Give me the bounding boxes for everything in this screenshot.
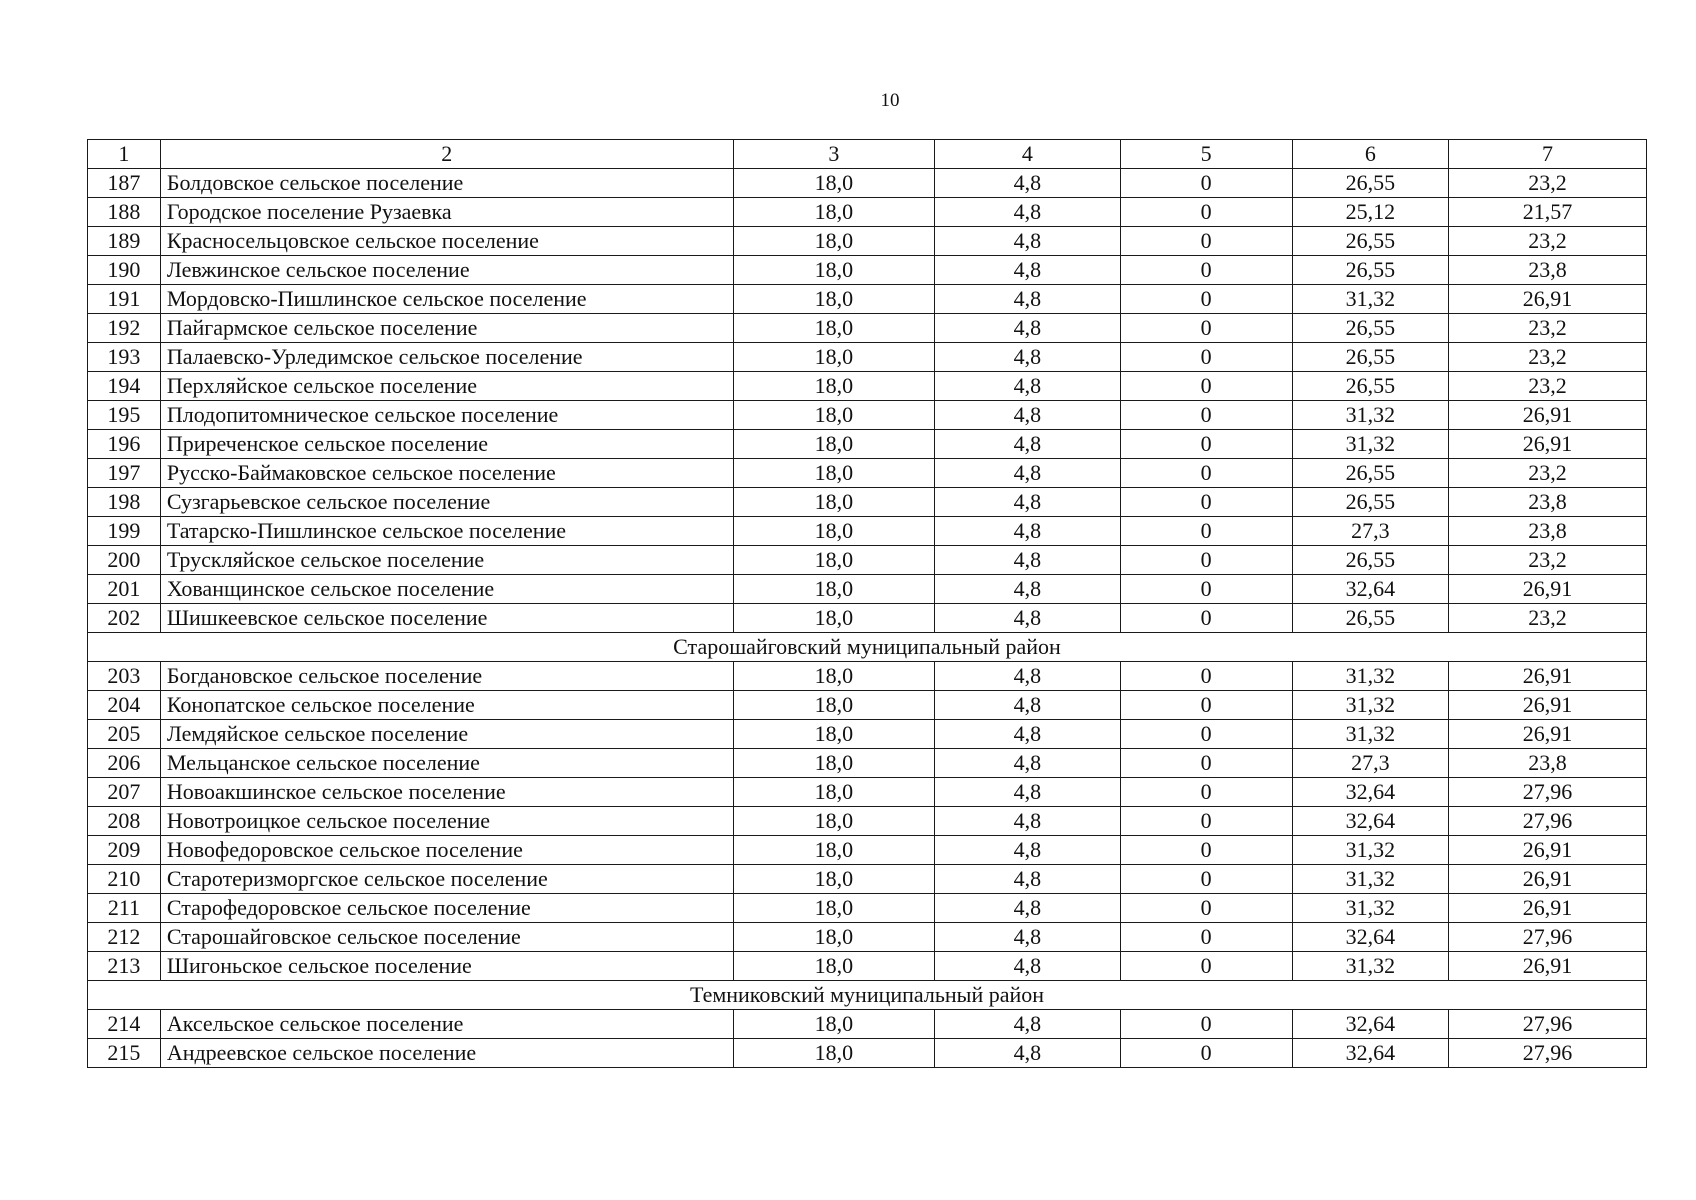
value-cell-col3: 18,0	[733, 691, 934, 720]
value-cell-col4: 4,8	[934, 923, 1120, 952]
row-number-cell: 201	[88, 575, 161, 604]
value-cell-col5: 0	[1120, 923, 1292, 952]
settlement-name-cell: Болдовское сельское поселение	[160, 169, 733, 198]
value-cell-col7: 27,96	[1449, 1010, 1647, 1039]
value-cell-col4: 4,8	[934, 662, 1120, 691]
value-cell-col7: 23,2	[1449, 343, 1647, 372]
page-number: 10	[880, 90, 900, 111]
settlement-name-cell: Новоакшинское сельское поселение	[160, 778, 733, 807]
value-cell-col7: 23,2	[1449, 314, 1647, 343]
settlement-name-cell: Красносельцовское сельское поселение	[160, 227, 733, 256]
table-row	[88, 865, 1647, 894]
value-cell-col6: 31,32	[1292, 720, 1449, 749]
value-cell-col5: 0	[1120, 488, 1292, 517]
value-cell-col6: 27,3	[1292, 749, 1449, 778]
value-cell-col6: 32,64	[1292, 778, 1449, 807]
settlement-name-cell: Пайгармское сельское поселение	[160, 314, 733, 343]
value-cell-col3: 18,0	[733, 546, 934, 575]
value-cell-col7: 27,96	[1449, 1039, 1647, 1068]
value-cell-col4: 4,8	[934, 1039, 1120, 1068]
value-cell-col3: 18,0	[733, 1039, 934, 1068]
value-cell-col3: 18,0	[733, 285, 934, 314]
column-number-header: 5	[1120, 140, 1292, 169]
value-cell-col5: 0	[1120, 952, 1292, 981]
value-cell-col5: 0	[1120, 720, 1292, 749]
row-number-cell: 189	[88, 227, 161, 256]
value-cell-col6: 31,32	[1292, 662, 1449, 691]
value-cell-col6: 26,55	[1292, 256, 1449, 285]
value-cell-col4: 4,8	[934, 865, 1120, 894]
table-row	[88, 807, 1647, 836]
row-number-cell: 199	[88, 517, 161, 546]
table-header-row	[88, 140, 1647, 169]
row-number-cell: 188	[88, 198, 161, 227]
row-number-cell: 209	[88, 836, 161, 865]
table-row	[88, 372, 1647, 401]
settlement-name-cell: Старотеризморгское сельское поселение	[160, 865, 733, 894]
value-cell-col3: 18,0	[733, 807, 934, 836]
value-cell-col5: 0	[1120, 459, 1292, 488]
value-cell-col4: 4,8	[934, 749, 1120, 778]
value-cell-col6: 26,55	[1292, 227, 1449, 256]
value-cell-col6: 31,32	[1292, 894, 1449, 923]
value-cell-col3: 18,0	[733, 662, 934, 691]
value-cell-col3: 18,0	[733, 923, 934, 952]
value-cell-col3: 18,0	[733, 343, 934, 372]
value-cell-col6: 26,55	[1292, 372, 1449, 401]
value-cell-col7: 23,2	[1449, 372, 1647, 401]
value-cell-col3: 18,0	[733, 314, 934, 343]
value-cell-col7: 26,91	[1449, 401, 1647, 430]
table-row	[88, 575, 1647, 604]
value-cell-col7: 26,91	[1449, 952, 1647, 981]
settlement-name-cell: Старофедоровское сельское поселение	[160, 894, 733, 923]
settlement-name-cell: Новотроицкое сельское поселение	[160, 807, 733, 836]
table-row	[88, 430, 1647, 459]
settlement-name-cell: Палаевско-Урледимское сельское поселение	[160, 343, 733, 372]
table-row	[88, 459, 1647, 488]
value-cell-col7: 26,91	[1449, 430, 1647, 459]
row-number-cell: 198	[88, 488, 161, 517]
settlement-name-cell: Левжинское сельское поселение	[160, 256, 733, 285]
value-cell-col3: 18,0	[733, 894, 934, 923]
value-cell-col5: 0	[1120, 662, 1292, 691]
row-number-cell: 187	[88, 169, 161, 198]
value-cell-col7: 23,8	[1449, 517, 1647, 546]
column-number-header: 6	[1292, 140, 1449, 169]
value-cell-col6: 32,64	[1292, 923, 1449, 952]
value-cell-col3: 18,0	[733, 227, 934, 256]
value-cell-col3: 18,0	[733, 778, 934, 807]
settlement-name-cell: Шишкеевское сельское поселение	[160, 604, 733, 633]
value-cell-col5: 0	[1120, 807, 1292, 836]
row-number-cell: 197	[88, 459, 161, 488]
column-number-header: 2	[160, 140, 733, 169]
value-cell-col7: 23,2	[1449, 459, 1647, 488]
value-cell-col4: 4,8	[934, 488, 1120, 517]
table-row	[88, 604, 1647, 633]
row-number-cell: 194	[88, 372, 161, 401]
table-row	[88, 1010, 1647, 1039]
value-cell-col7: 27,96	[1449, 807, 1647, 836]
value-cell-col5: 0	[1120, 575, 1292, 604]
value-cell-col3: 18,0	[733, 952, 934, 981]
value-cell-col7: 27,96	[1449, 923, 1647, 952]
value-cell-col6: 31,32	[1292, 836, 1449, 865]
value-cell-col5: 0	[1120, 1039, 1292, 1068]
value-cell-col4: 4,8	[934, 778, 1120, 807]
value-cell-col4: 4,8	[934, 198, 1120, 227]
value-cell-col4: 4,8	[934, 575, 1120, 604]
value-cell-col7: 26,91	[1449, 865, 1647, 894]
value-cell-col6: 26,55	[1292, 604, 1449, 633]
settlement-name-cell: Трускляйское сельское поселение	[160, 546, 733, 575]
row-number-cell: 202	[88, 604, 161, 633]
value-cell-col4: 4,8	[934, 227, 1120, 256]
table-row	[88, 488, 1647, 517]
value-cell-col6: 26,55	[1292, 314, 1449, 343]
column-number-header: 3	[733, 140, 934, 169]
value-cell-col7: 26,91	[1449, 285, 1647, 314]
row-number-cell: 203	[88, 662, 161, 691]
value-cell-col4: 4,8	[934, 314, 1120, 343]
value-cell-col4: 4,8	[934, 517, 1120, 546]
value-cell-col5: 0	[1120, 691, 1292, 720]
value-cell-col6: 32,64	[1292, 807, 1449, 836]
value-cell-col4: 4,8	[934, 372, 1120, 401]
settlement-name-cell: Городское поселение Рузаевка	[160, 198, 733, 227]
value-cell-col4: 4,8	[934, 1010, 1120, 1039]
value-cell-col5: 0	[1120, 169, 1292, 198]
settlement-name-cell: Андреевское сельское поселение	[160, 1039, 733, 1068]
value-cell-col7: 23,2	[1449, 604, 1647, 633]
value-cell-col3: 18,0	[733, 372, 934, 401]
table-row	[88, 285, 1647, 314]
value-cell-col7: 23,2	[1449, 227, 1647, 256]
row-number-cell: 207	[88, 778, 161, 807]
value-cell-col4: 4,8	[934, 691, 1120, 720]
value-cell-col6: 25,12	[1292, 198, 1449, 227]
district-section-title: Темниковский муниципальный район	[88, 981, 1647, 1010]
value-cell-col4: 4,8	[934, 604, 1120, 633]
value-cell-col4: 4,8	[934, 546, 1120, 575]
value-cell-col7: 26,91	[1449, 720, 1647, 749]
settlement-name-cell: Конопатское сельское поселение	[160, 691, 733, 720]
row-number-cell: 196	[88, 430, 161, 459]
value-cell-col4: 4,8	[934, 807, 1120, 836]
value-cell-col5: 0	[1120, 343, 1292, 372]
value-cell-col6: 31,32	[1292, 285, 1449, 314]
value-cell-col7: 26,91	[1449, 691, 1647, 720]
value-cell-col4: 4,8	[934, 459, 1120, 488]
value-cell-col5: 0	[1120, 314, 1292, 343]
settlement-name-cell: Новофедоровское сельское поселение	[160, 836, 733, 865]
table-row	[88, 662, 1647, 691]
value-cell-col3: 18,0	[733, 836, 934, 865]
table-row	[88, 923, 1647, 952]
table-row	[88, 517, 1647, 546]
value-cell-col6: 32,64	[1292, 1039, 1449, 1068]
value-cell-col4: 4,8	[934, 343, 1120, 372]
row-number-cell: 212	[88, 923, 161, 952]
value-cell-col4: 4,8	[934, 894, 1120, 923]
value-cell-col7: 23,8	[1449, 749, 1647, 778]
value-cell-col4: 4,8	[934, 256, 1120, 285]
row-number-cell: 214	[88, 1010, 161, 1039]
column-number-header: 1	[88, 140, 161, 169]
row-number-cell: 192	[88, 314, 161, 343]
settlement-name-cell: Мордовско-Пишлинское сельское поселение	[160, 285, 733, 314]
value-cell-col7: 23,2	[1449, 169, 1647, 198]
table-row	[88, 836, 1647, 865]
value-cell-col5: 0	[1120, 749, 1292, 778]
value-cell-col6: 26,55	[1292, 459, 1449, 488]
row-number-cell: 191	[88, 285, 161, 314]
table-row	[88, 778, 1647, 807]
value-cell-col6: 26,55	[1292, 488, 1449, 517]
settlement-name-cell: Русско-Баймаковское сельское поселение	[160, 459, 733, 488]
value-cell-col6: 26,55	[1292, 169, 1449, 198]
value-cell-col5: 0	[1120, 604, 1292, 633]
row-number-cell: 213	[88, 952, 161, 981]
table-row	[88, 401, 1647, 430]
value-cell-col6: 31,32	[1292, 952, 1449, 981]
value-cell-col6: 26,55	[1292, 343, 1449, 372]
settlement-name-cell: Богдановское сельское поселение	[160, 662, 733, 691]
value-cell-col5: 0	[1120, 1010, 1292, 1039]
table-row	[88, 894, 1647, 923]
value-cell-col7: 23,8	[1449, 488, 1647, 517]
row-number-cell: 208	[88, 807, 161, 836]
table-row	[88, 227, 1647, 256]
row-number-cell: 190	[88, 256, 161, 285]
table-row	[88, 952, 1647, 981]
table-row	[88, 343, 1647, 372]
value-cell-col7: 26,91	[1449, 662, 1647, 691]
value-cell-col4: 4,8	[934, 401, 1120, 430]
value-cell-col3: 18,0	[733, 749, 934, 778]
table-row	[88, 256, 1647, 285]
settlement-name-cell: Лемдяйское сельское поселение	[160, 720, 733, 749]
value-cell-col5: 0	[1120, 546, 1292, 575]
value-cell-col5: 0	[1120, 401, 1292, 430]
value-cell-col3: 18,0	[733, 604, 934, 633]
value-cell-col4: 4,8	[934, 430, 1120, 459]
value-cell-col3: 18,0	[733, 1010, 934, 1039]
value-cell-col5: 0	[1120, 256, 1292, 285]
column-number-header: 4	[934, 140, 1120, 169]
value-cell-col4: 4,8	[934, 952, 1120, 981]
table-row	[88, 1039, 1647, 1068]
value-cell-col4: 4,8	[934, 169, 1120, 198]
value-cell-col3: 18,0	[733, 865, 934, 894]
value-cell-col3: 18,0	[733, 430, 934, 459]
settlement-name-cell: Перхляйское сельское поселение	[160, 372, 733, 401]
value-cell-col7: 21,57	[1449, 198, 1647, 227]
value-cell-col5: 0	[1120, 372, 1292, 401]
value-cell-col3: 18,0	[733, 256, 934, 285]
district-section-title: Старошайговский муниципальный район	[88, 633, 1647, 662]
value-cell-col5: 0	[1120, 894, 1292, 923]
table-row	[88, 691, 1647, 720]
column-number-header: 7	[1449, 140, 1647, 169]
value-cell-col7: 26,91	[1449, 575, 1647, 604]
value-cell-col5: 0	[1120, 227, 1292, 256]
row-number-cell: 215	[88, 1039, 161, 1068]
value-cell-col6: 31,32	[1292, 430, 1449, 459]
value-cell-col4: 4,8	[934, 836, 1120, 865]
value-cell-col3: 18,0	[733, 517, 934, 546]
table-row	[88, 546, 1647, 575]
value-cell-col6: 31,32	[1292, 691, 1449, 720]
value-cell-col7: 23,8	[1449, 256, 1647, 285]
settlement-name-cell: Хованщинское сельское поселение	[160, 575, 733, 604]
table-row	[88, 749, 1647, 778]
settlement-name-cell: Плодопитомническое сельское поселение	[160, 401, 733, 430]
settlement-name-cell: Мельцанское сельское поселение	[160, 749, 733, 778]
value-cell-col6: 32,64	[1292, 1010, 1449, 1039]
settlement-name-cell: Аксельское сельское поселение	[160, 1010, 733, 1039]
settlement-name-cell: Татарско-Пишлинское сельское поселение	[160, 517, 733, 546]
value-cell-col6: 31,32	[1292, 865, 1449, 894]
value-cell-col5: 0	[1120, 430, 1292, 459]
settlement-name-cell: Сузгарьевское сельское поселение	[160, 488, 733, 517]
table-row	[88, 720, 1647, 749]
value-cell-col7: 26,91	[1449, 836, 1647, 865]
table-row	[88, 314, 1647, 343]
value-cell-col3: 18,0	[733, 575, 934, 604]
value-cell-col6: 26,55	[1292, 546, 1449, 575]
value-cell-col3: 18,0	[733, 488, 934, 517]
section-row	[88, 981, 1647, 1010]
value-cell-col5: 0	[1120, 865, 1292, 894]
value-cell-col5: 0	[1120, 836, 1292, 865]
row-number-cell: 200	[88, 546, 161, 575]
value-cell-col3: 18,0	[733, 169, 934, 198]
settlement-name-cell: Шигоньское сельское поселение	[160, 952, 733, 981]
value-cell-col6: 32,64	[1292, 575, 1449, 604]
value-cell-col7: 23,2	[1449, 546, 1647, 575]
row-number-cell: 211	[88, 894, 161, 923]
value-cell-col5: 0	[1120, 198, 1292, 227]
tariff-table	[87, 139, 1647, 1068]
settlement-name-cell: Старошайговское сельское поселение	[160, 923, 733, 952]
value-cell-col5: 0	[1120, 285, 1292, 314]
table-row	[88, 169, 1647, 198]
value-cell-col3: 18,0	[733, 459, 934, 488]
value-cell-col3: 18,0	[733, 720, 934, 749]
value-cell-col3: 18,0	[733, 401, 934, 430]
row-number-cell: 193	[88, 343, 161, 372]
value-cell-col7: 26,91	[1449, 894, 1647, 923]
value-cell-col5: 0	[1120, 778, 1292, 807]
value-cell-col6: 31,32	[1292, 401, 1449, 430]
value-cell-col5: 0	[1120, 517, 1292, 546]
value-cell-col4: 4,8	[934, 720, 1120, 749]
section-row	[88, 633, 1647, 662]
row-number-cell: 206	[88, 749, 161, 778]
settlement-name-cell: Приреченское сельское поселение	[160, 430, 733, 459]
value-cell-col7: 27,96	[1449, 778, 1647, 807]
row-number-cell: 195	[88, 401, 161, 430]
row-number-cell: 205	[88, 720, 161, 749]
value-cell-col6: 27,3	[1292, 517, 1449, 546]
value-cell-col3: 18,0	[733, 198, 934, 227]
row-number-cell: 204	[88, 691, 161, 720]
value-cell-col4: 4,8	[934, 285, 1120, 314]
table-row	[88, 198, 1647, 227]
row-number-cell: 210	[88, 865, 161, 894]
